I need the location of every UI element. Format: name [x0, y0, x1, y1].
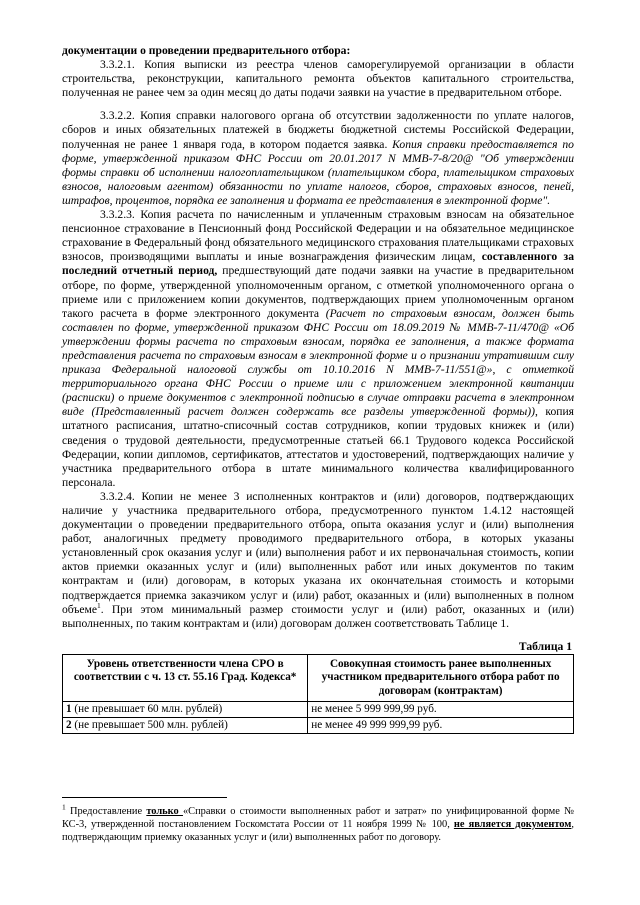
table-header-value: Совокупная стоимость ранее выполненных участником предварительного отбора работ по договорам (контрактам): [308, 654, 574, 701]
p3323-italic-note: (Расчет по страховым взносам, должен быть составлен по форме, утвержденной приказом ФНС России от 18.09.2019 № ММВ-7-11/470@ «Об утверждении формы расчета по страховым взносам, порядка ее заполнения, а также формата представления расчета по страховым взносам в электронной форме и о признании утратившим силу приказа Федеральной налоговой службы от 10.10.2016 N ММВ-7-11/551@», с отметкой территориального органа ФНС России о приеме или с приложением электронной квитанции (расписки) о приеме документов с электронной подписью в случае отправки расчета в электронном виде (Представленный расчет должен содержать все разделы утвержденной формы)): [62, 306, 574, 419]
p3324-text-a: 3.3.2.4. Копии не менее 3 исполненных контрактов и (или) договоров, подтверждающих наличие у участника предварительного отбора, предусмотренного пунктом 1.4.12 настоящей документации о проведении предварительного отбора, опыта оказания услуг и (или) выполнения работ, аналогичных предмету проводимого предварительного отбора, в которых указаны установленный срок оказания услуг и (или) выполнения работ и их первоначальная стоимость, копии актов приемки оказанных услуг и (или) выполненных работ или иных документов по таким контрактам и (или) договорам, в которых указана их окончательная стоимость и которыми подтверждается приемка заказчиком услуг и (или) работ, оказанных и (или) выполненных в полном объеме: [62, 489, 574, 616]
p3322-text: 3.3.2.2. Копия справки налогового органа об отсутствии задолженности по уплате налогов, сборов и иных обязательных платежей в бюджеты бюджетной системы Российской Федерации, полученная не ранее 1 января года, в котором подается заявка.: [62, 109, 574, 151]
table-row: [63, 701, 574, 717]
footnote-ref: 1: [97, 600, 101, 610]
footnote-emphasis-not-document: не является документом: [453, 819, 572, 831]
p3324-text-b: . При этом минимальный размер стоимости услуг и (или) работ, оказанных и (или) выполненных, по таким контрактам и (или) договорам должен соответствовать Таблице 1.: [62, 602, 574, 630]
table-row: [63, 717, 574, 733]
paragraph-3-3-2-2: [62, 109, 574, 208]
table-cell-value: не менее 5 999 999,99 руб.: [308, 701, 574, 717]
footnote-separator: [62, 797, 227, 798]
p3323-text-c: предшествующий дате подачи заявки на участие в предварительном отборе, по форме, утвержденной уполномоченным органом, с отметкой уполномоченного органа о приеме или с приложением копии документов, подтверждающих прием уполномоченным органом такого расчета в форме электронного документа: [62, 264, 574, 320]
table-header-row: [63, 654, 574, 701]
p3323-text-e: , копия штатного расписания, штатно-списочный состав сотрудников, копии трудовых книжек и (или) сведения о трудовой деятельности, предусмотренные статьей 66.1 Трудового кодекса Российской Федерации, копии дипломов, сертификатов, аттестатов и удостоверений, подтверждающих наличие у участника предварительного отбора в штате минимального количества квалифицированного персонала.: [62, 405, 574, 489]
table-caption: Таблица 1: [518, 639, 572, 653]
p3323-text-a: 3.3.2.3. Копия расчета по начисленным и уплаченным страховым взносам на обязательное пенсионное страхование в Пенсионный фонд Российской Федерации и на обязательное медицинское страхование в Федеральный фонд обязательного медицинского страхования плательщиками страховых взносов, производящими выплаты и иные вознаграждения физическим лицам,: [62, 208, 574, 264]
section-heading: документации о проведении предварительного отбора:: [62, 44, 351, 57]
table-cell-level: 1 (не превышает 60 млн. рублей): [63, 701, 308, 717]
table-header-level: Уровень ответственности члена СРО в соответствии с ч. 13 ст. 55.16 Град. Кодекса*: [63, 654, 308, 701]
table-cell-value: не менее 49 999 999,99 руб.: [308, 717, 574, 733]
footnote-text-3: «Справки о стоимости выполненных работ и затрат» по унифицированной форме № КС-3, утвержденной постановлением Госкомстата России от 11 ноября 1999 № 100,: [62, 806, 575, 831]
footnote-mark: 1: [62, 802, 66, 812]
footnote-emphasis-only: только: [146, 806, 183, 817]
experience-table: [62, 654, 574, 734]
footnote: [62, 802, 575, 845]
paragraph-3-3-2-4: [62, 490, 574, 631]
footnote-text-5: , подтверждающим приемку оказанных услуг и (или) выполненных работ по договору.: [62, 819, 574, 844]
paragraph-3-3-2-1: 3.3.2.1. Копия выписки из реестра членов саморегулируемой организации в области строительства, реконструкции, капитального ремонта объектов капитального строительства, полученная не ранее чем за один месяц до даты подачи заявки на участие в предварительном отборе.: [62, 58, 574, 100]
p3323-bold: составленного за последний отчетный период,: [62, 250, 575, 278]
p3322-italic-note: Копия справки предоставляется по форме, утвержденной приказом ФНС России от 20.01.2017 N ММВ-7-8/20@ "Об утверждении формы справки об исполнении налогоплательщиком (плательщиком сбора, плательщиком страховых взносов, налоговым агентом) обязанности по уплате налогов, сборов, страховых взносов, пеней, штрафов, процентов, порядка ее заполнения и формата ее представления в электронной форме".: [62, 137, 574, 207]
document-page: [62, 44, 574, 734]
table-cell-level: 2 (не превышает 500 млн. рублей): [63, 717, 308, 733]
footnote-text-1: Предоставление: [65, 806, 147, 817]
paragraph-3-3-2-3: [62, 208, 574, 490]
